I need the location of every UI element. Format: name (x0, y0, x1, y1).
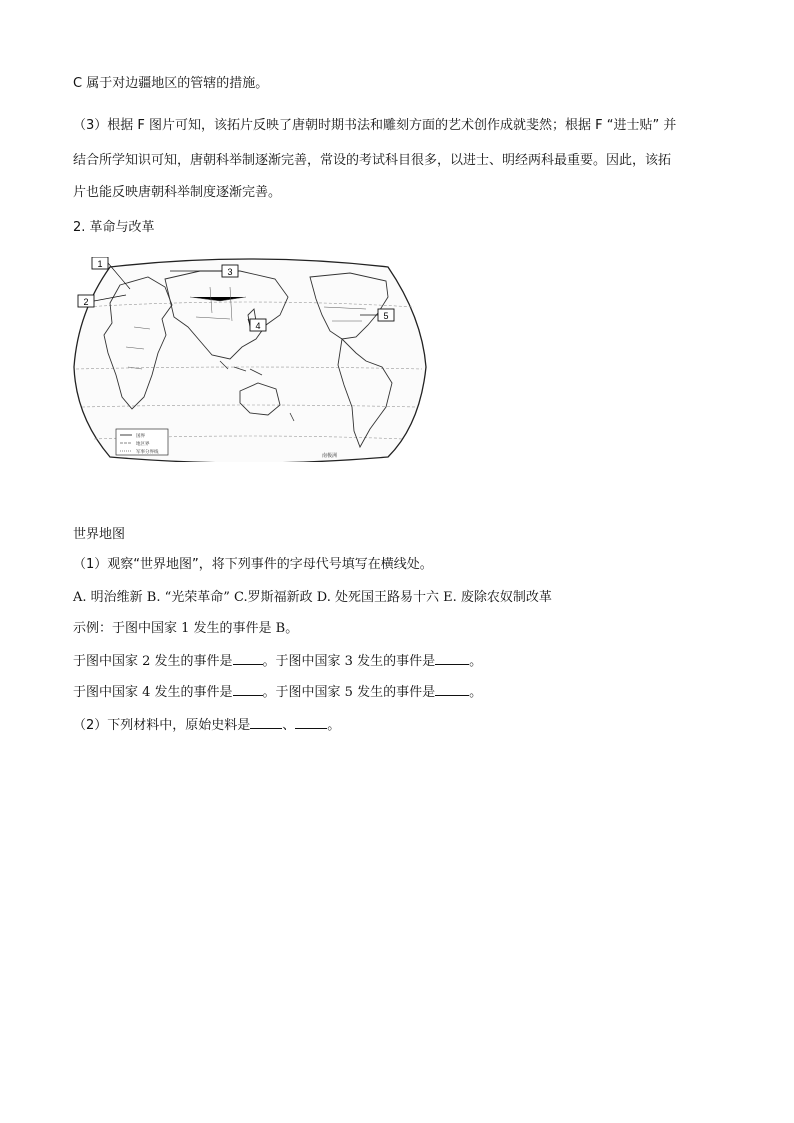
legend-item-2: 地区界 (136, 441, 150, 446)
map-antarctica-label: 南极洲 (322, 453, 338, 459)
q2-separator: 、 (282, 718, 296, 733)
q1-line3-part-a: 于图中国家 4 发生的事件是 (73, 685, 233, 700)
legend-item-1: 国界 (136, 433, 145, 438)
legend-item-3: 军事分界线 (136, 449, 159, 454)
q1-line3-end: 。 (469, 685, 483, 700)
question-2-line (73, 716, 340, 734)
question-1-line-3 (73, 683, 482, 701)
paragraph-3-line-2: 结合所学知识可知，唐朝科举制逐渐完善，常设的考试科目很多，以进士、明经两科最重要。因此，该拓 (73, 153, 672, 168)
answer-blank-country-2[interactable] (233, 652, 263, 665)
section-heading: 2. 革命与改革 (73, 220, 155, 235)
map-label-4: 4 (255, 321, 261, 331)
q1-line2-part-b: 。于图中国家 3 发生的事件是 (262, 654, 436, 669)
question-1-line-2 (73, 652, 482, 670)
answer-blank-country-4[interactable] (233, 683, 263, 696)
paragraph-3-line-3: 片也能反映唐朝科举制度逐渐完善。 (73, 185, 282, 200)
answer-blank-source-1[interactable] (250, 716, 282, 729)
answer-blank-country-5[interactable] (435, 683, 469, 696)
q1-line2-part-a: 于图中国家 2 发生的事件是 (73, 654, 233, 669)
q1-line2-end: 。 (469, 654, 483, 669)
q1-line3-part-b: 。于图中国家 5 发生的事件是 (262, 685, 436, 700)
map-label-3: 3 (227, 267, 233, 277)
example-line: 示例：于图中国家 1 发生的事件是 B。 (73, 621, 299, 636)
answer-blank-source-2[interactable] (295, 716, 327, 729)
map-label-1: 1 (97, 259, 103, 269)
paragraph-3-line-1: （3）根据 F 图片可知，该拓片反映了唐朝时期书法和雕刻方面的艺术创作成就斐然；根据 F “进士贴” 并 (73, 118, 677, 133)
answer-blank-country-3[interactable] (435, 652, 469, 665)
map-label-2: 2 (83, 297, 89, 307)
q2-part-a: （2）下列材料中，原始史料是 (73, 718, 251, 733)
question-1-prompt: （1）观察“世界地图”，将下列事件的字母代号填写在横线处。 (73, 557, 433, 572)
q2-end: 。 (327, 718, 341, 733)
question-1-options: A. 明治维新 B. “光荣革命” C.罗斯福新政 D. 处死国王路易十六 E. 废除农奴制改革 (73, 590, 552, 605)
paragraph-c: C 属于对边疆地区的管辖的措施。 (73, 76, 269, 91)
map-caption: 世界地图 (73, 527, 126, 542)
map-label-5: 5 (383, 311, 389, 321)
world-map (70, 257, 428, 462)
